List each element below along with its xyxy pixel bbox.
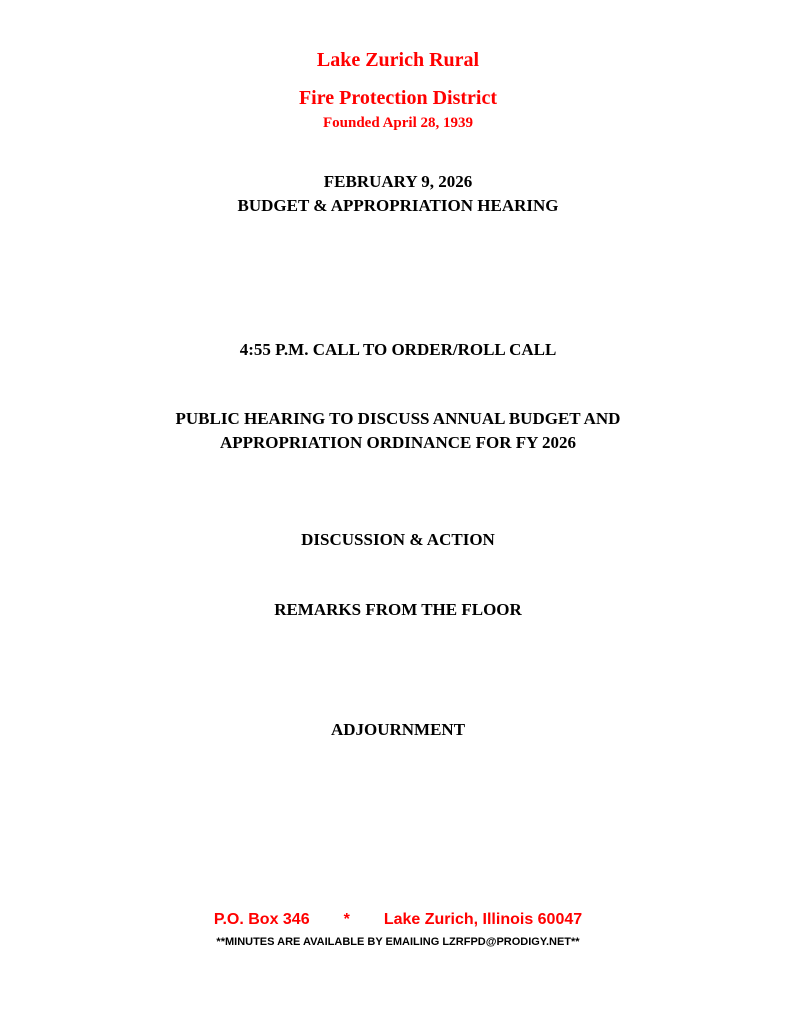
agenda-item-discussion: DISCUSSION & ACTION	[301, 530, 495, 549]
footer-po-box: P.O. Box 346	[213, 911, 310, 928]
meeting-title: BUDGET & APPROPRIATION HEARING	[237, 196, 559, 215]
organization-name-line1: Lake Zurich Rural	[316, 49, 480, 71]
agenda-item-call-to-order: 4:55 P.M. CALL TO ORDER/ROLL CALL	[239, 340, 557, 359]
organization-name-line2: Fire Protection District	[298, 87, 498, 109]
agenda-item-public-hearing-line2: APPROPRIATION ORDINANCE FOR FY 2026	[219, 433, 577, 452]
footer-city: Lake Zurich, Illinois 60047	[383, 911, 583, 928]
agenda-item-remarks: REMARKS FROM THE FLOOR	[274, 600, 522, 619]
footer-separator: *	[343, 911, 350, 928]
founded-date: Founded April 28, 1939	[322, 115, 474, 131]
footer-minutes-note: **MINUTES ARE AVAILABLE BY EMAILING LZRFPD@PRODIGY.NET**	[216, 936, 580, 948]
agenda-item-adjournment: ADJOURNMENT	[330, 720, 466, 739]
meeting-date: FEBRUARY 9, 2026	[323, 172, 473, 191]
footer-address	[0, 911, 796, 929]
agenda-item-public-hearing-line1: PUBLIC HEARING TO DISCUSS ANNUAL BUDGET AND	[175, 409, 621, 428]
